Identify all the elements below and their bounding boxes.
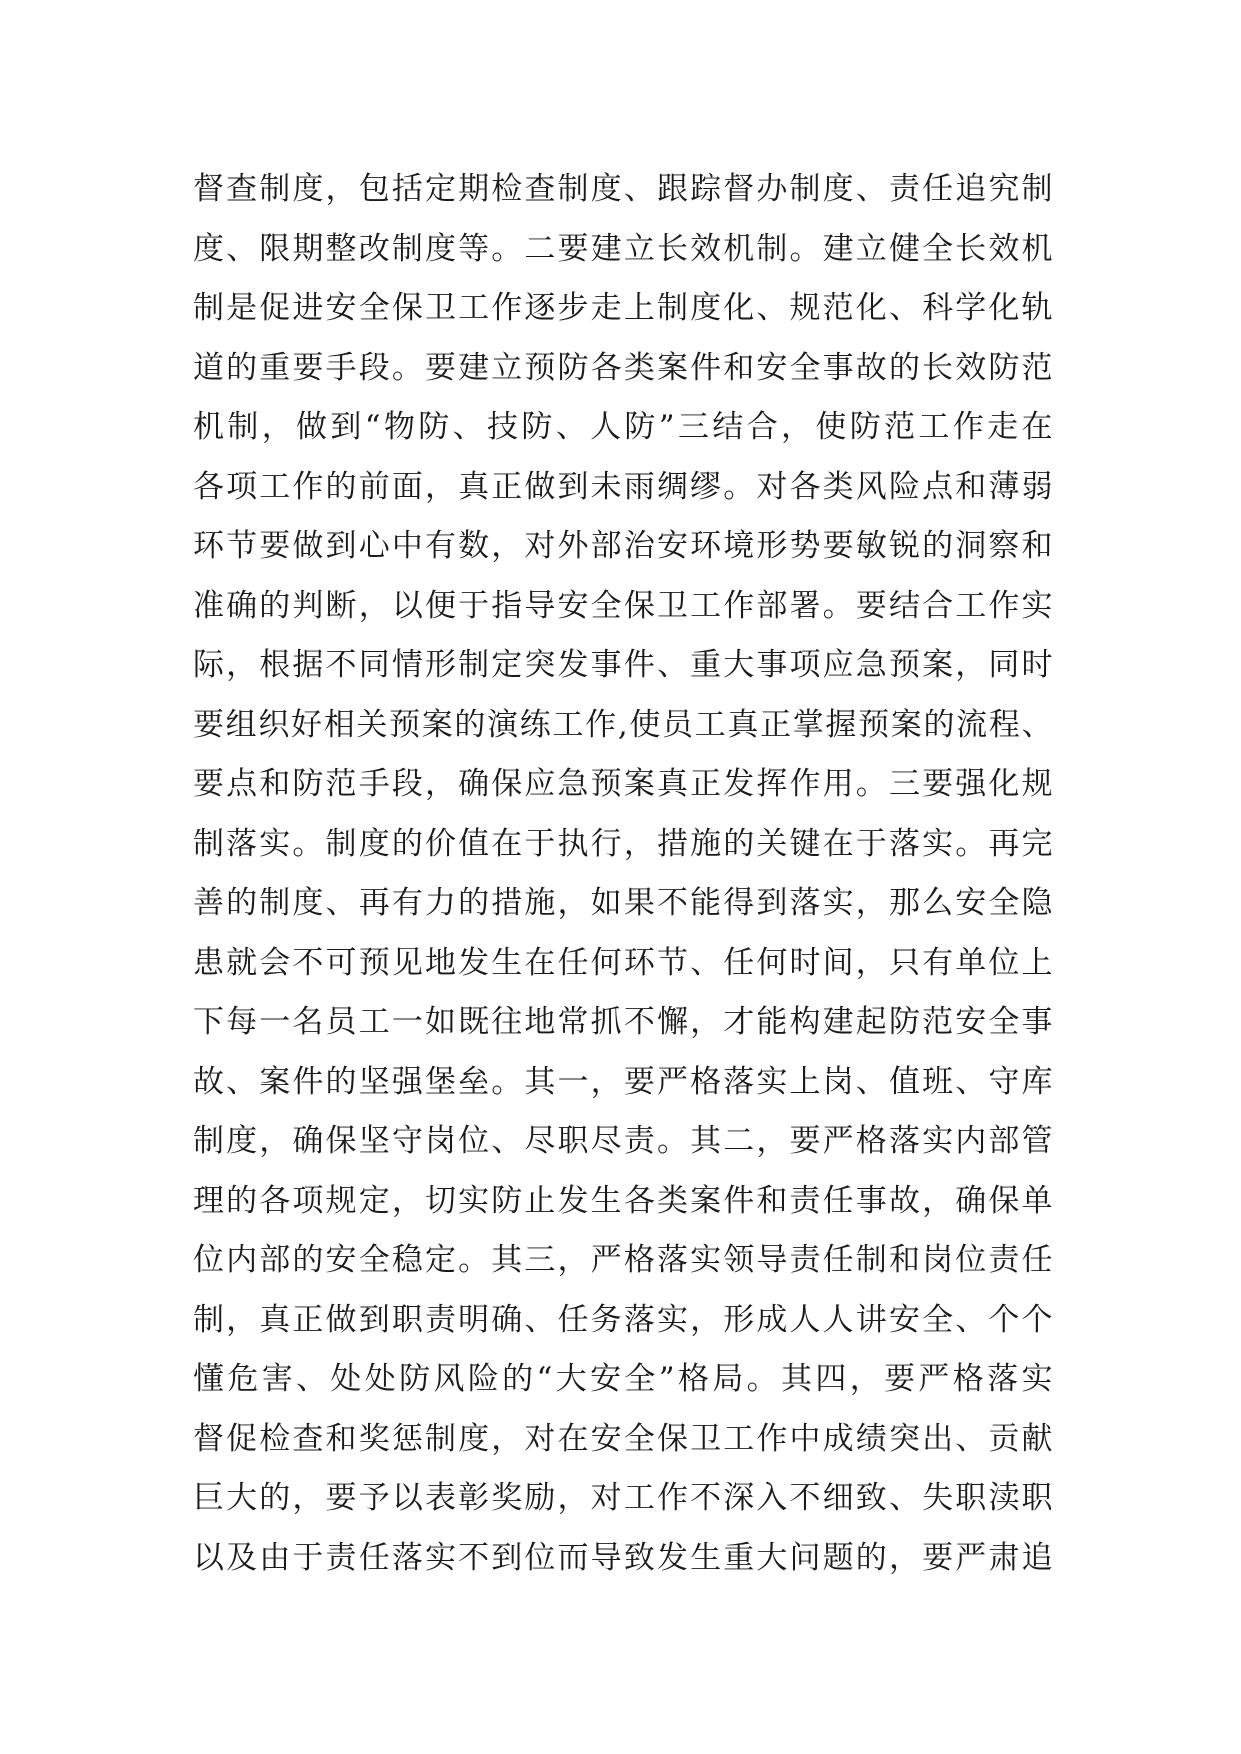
text-line: 要组织好相关预案的演练工作,使员工真正掌握预案的流程、 [193, 706, 1053, 743]
text-line: 患就会不可预见地发生在任何环节、任何时间，只有单位上 [193, 944, 1053, 981]
text-line: 制度，确保坚守岗位、尽职尽责。其二，要严格落实内部管 [193, 1123, 1053, 1159]
text-line: 以及由于责任落实不到位而导致发生重大问题的，要严肃追 [193, 1539, 1053, 1576]
text-line: 机制，做到“物防、技防、人防”三结合，使防范工作走在 [193, 409, 1053, 445]
text-line: 各项工作的前面，真正做到未雨绸缪。对各类风险点和薄弱 [193, 468, 1053, 505]
text-line: 督查制度，包括定期检查制度、跟踪督办制度、责任追究制 [193, 171, 1053, 207]
body-text [193, 160, 1053, 1588]
text-line: 善的制度、再有力的措施，如果不能得到落实，那么安全隐 [193, 885, 1053, 921]
text-line: 巨大的，要予以表彰奖励，对工作不深入不细致、失职渎职 [193, 1480, 1053, 1516]
text-line: 准确的判断，以便于指导安全保卫工作部署。要结合工作实 [193, 587, 1053, 624]
text-line: 懂危害、处处防风险的“大安全”格局。其四，要严格落实 [193, 1361, 1053, 1397]
text-line: 故、案件的坚强堡垒。其一，要严格落实上岗、值班、守库 [193, 1063, 1053, 1100]
text-line: 环节要做到心中有数，对外部治安环境形势要敏锐的洞察和 [193, 528, 1053, 564]
text-line: 督促检查和奖惩制度，对在安全保卫工作中成绩突出、贡献 [193, 1420, 1053, 1457]
text-line: 下每一名员工一如既往地常抓不懈，才能构建起防范安全事 [193, 1004, 1053, 1040]
text-line: 道的重要手段。要建立预防各类案件和安全事故的长效防范 [193, 349, 1053, 386]
text-line: 制落实。制度的价值在于执行，措施的关键在于落实。再完 [193, 825, 1053, 862]
text-line: 制是促进安全保卫工作逐步走上制度化、规范化、科学化轨 [193, 290, 1053, 326]
text-line: 理的各项规定，切实防止发生各类案件和责任事故，确保单 [193, 1182, 1053, 1219]
text-line: 际，根据不同情形制定突发事件、重大事项应急预案，同时 [193, 647, 1053, 683]
text-line: 位内部的安全稳定。其三，严格落实领导责任制和岗位责任 [193, 1242, 1053, 1278]
text-line: 要点和防范手段，确保应急预案真正发挥作用。三要强化规 [193, 766, 1053, 802]
text-line: 制，真正做到职责明确、任务落实，形成人人讲安全、个个 [193, 1301, 1053, 1338]
text-line: 度、限期整改制度等。二要建立长效机制。建立健全长效机 [193, 230, 1053, 267]
